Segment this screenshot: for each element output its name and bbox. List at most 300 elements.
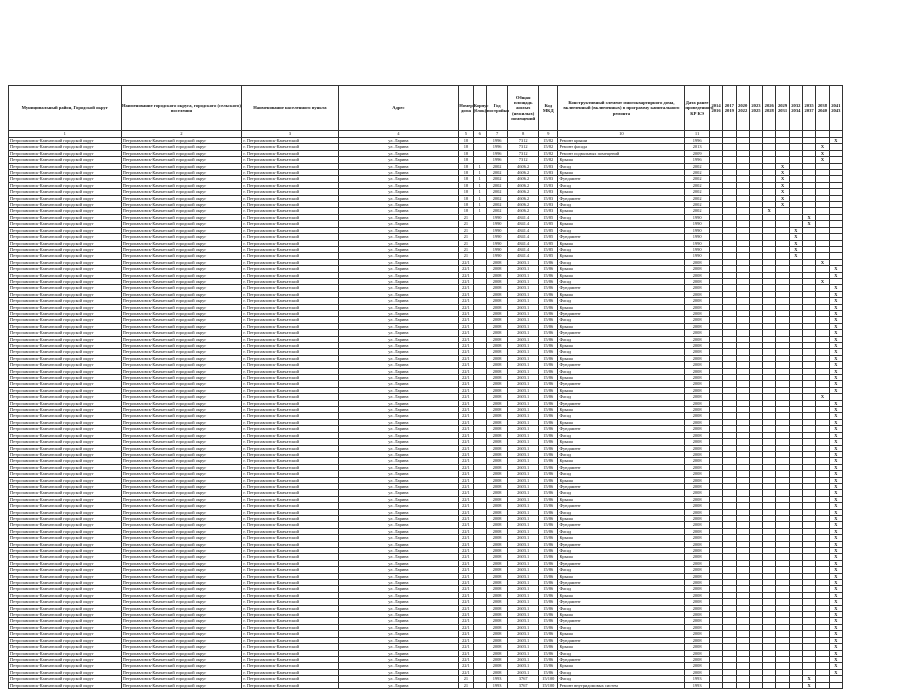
area-cell: 7312 xyxy=(508,157,539,163)
column-header: Общая площадь жилых (нежилых) помещений xyxy=(508,86,539,131)
element-cell: Крыша xyxy=(558,323,685,329)
element-cell: Фундамент xyxy=(558,285,685,291)
element-cell: Фасад xyxy=(558,259,685,265)
period-mark: X xyxy=(789,234,802,240)
year-cell: 2008 xyxy=(486,586,507,592)
area-cell: 2603.1 xyxy=(508,426,539,432)
district-cell: Петропавловск-Камчатский городской округ xyxy=(9,451,122,457)
code-cell: 15/83 xyxy=(539,163,558,169)
district-cell: Петропавловск-Камчатский городской округ xyxy=(9,387,122,393)
element-cell: Крыша xyxy=(558,355,685,361)
area-cell: 2603.1 xyxy=(508,567,539,573)
district-cell: Петропавловск-Камчатский городской округ xyxy=(9,375,122,381)
street-cell: ул. Ларина xyxy=(338,317,459,323)
element-cell: Фундамент xyxy=(558,637,685,643)
element-cell: Фасад xyxy=(558,650,685,656)
prev-repair-cell: 2008 xyxy=(685,637,710,643)
district-cell: Петропавловск-Камчатский городской округ xyxy=(9,483,122,489)
element-cell: Фундамент xyxy=(558,362,685,368)
house-cell: 22/1 xyxy=(459,298,473,304)
year-cell: 2008 xyxy=(486,509,507,515)
element-cell: Фундамент xyxy=(558,330,685,336)
street-cell: ул. Ларина xyxy=(338,368,459,374)
prev-repair-cell: 2008 xyxy=(685,330,710,336)
house-cell: 22/1 xyxy=(459,285,473,291)
column-number xyxy=(709,131,722,138)
district-cell: Петропавловск-Камчатский городской округ xyxy=(9,560,122,566)
house-cell: 22/1 xyxy=(459,458,473,464)
area-cell: 2603.1 xyxy=(508,535,539,541)
period-cell xyxy=(736,682,749,688)
prev-repair-cell: 2008 xyxy=(685,291,710,297)
year-cell: 2002 xyxy=(486,170,507,176)
element-cell: Фундамент xyxy=(558,560,685,566)
street-cell: ул. Ларина xyxy=(338,471,459,477)
locality-cell: г. Петропавловск-Камчатский xyxy=(242,541,338,547)
period-mark: X xyxy=(776,202,789,208)
house-cell: 22/1 xyxy=(459,656,473,662)
street-cell: ул. Ларина xyxy=(338,310,459,316)
area-cell: 4841.4 xyxy=(508,246,539,252)
area-cell: 4606.2 xyxy=(508,202,539,208)
year-cell: 2008 xyxy=(486,490,507,496)
element-cell: Крыша xyxy=(558,663,685,669)
code-cell: 15/82 xyxy=(539,144,558,150)
prev-repair-cell: 2008 xyxy=(685,580,710,586)
settlement-cell: Петропавловск-Камчатский городской округ xyxy=(121,535,242,541)
period-mark: X xyxy=(829,330,842,336)
element-cell: Крыша xyxy=(558,515,685,521)
area-cell: 4841.4 xyxy=(508,240,539,246)
period-mark: X xyxy=(829,355,842,361)
street-cell: ул. Ларина xyxy=(338,381,459,387)
house-cell: 22/1 xyxy=(459,644,473,650)
house-cell: 18 xyxy=(459,138,473,144)
street-cell: ул. Ларина xyxy=(338,202,459,208)
district-cell: Петропавловск-Камчатский городской округ xyxy=(9,304,122,310)
locality-cell: г. Петропавловск-Камчатский xyxy=(242,272,338,278)
area-cell: 2603.1 xyxy=(508,336,539,342)
house-cell: 21 xyxy=(459,214,473,220)
locality-cell: г. Петропавловск-Камчатский xyxy=(242,605,338,611)
street-cell: ул. Ларина xyxy=(338,592,459,598)
locality-cell: г. Петропавловск-Камчатский xyxy=(242,246,338,252)
house-cell: 22/1 xyxy=(459,426,473,432)
column-number: 4 xyxy=(338,131,459,138)
settlement-cell: Петропавловск-Камчатский городской округ xyxy=(121,368,242,374)
district-cell: Петропавловск-Камчатский городской округ xyxy=(9,592,122,598)
district-cell: Петропавловск-Камчатский городской округ xyxy=(9,663,122,669)
settlement-cell: Петропавловск-Камчатский городской округ xyxy=(121,676,242,682)
prev-repair-cell: 2002 xyxy=(685,182,710,188)
area-cell: 7312 xyxy=(508,150,539,156)
district-cell: Петропавловск-Камчатский городской округ xyxy=(9,157,122,163)
code-cell: 15/86 xyxy=(539,439,558,445)
code-cell: 15/85 xyxy=(539,246,558,252)
locality-cell: г. Петропавловск-Камчатский xyxy=(242,202,338,208)
year-cell: 2008 xyxy=(486,343,507,349)
settlement-cell: Петропавловск-Камчатский городской округ xyxy=(121,375,242,381)
locality-cell: г. Петропавловск-Камчатский xyxy=(242,298,338,304)
period-mark: X xyxy=(802,676,815,682)
settlement-cell: Петропавловск-Камчатский городской округ xyxy=(121,221,242,227)
house-cell: 21 xyxy=(459,676,473,682)
area-cell: 2603.1 xyxy=(508,343,539,349)
code-cell: 15/86 xyxy=(539,496,558,502)
area-cell: 4606.2 xyxy=(508,208,539,214)
settlement-cell: Петропавловск-Камчатский городской округ xyxy=(121,682,242,688)
street-cell: ул. Ларина xyxy=(338,285,459,291)
locality-cell: г. Петропавловск-Камчатский xyxy=(242,656,338,662)
year-cell: 2008 xyxy=(486,618,507,624)
house-cell: 22/1 xyxy=(459,266,473,272)
area-cell: 4841.4 xyxy=(508,221,539,227)
street-cell: ул. Ларина xyxy=(338,624,459,630)
code-cell: 15/86 xyxy=(539,554,558,560)
district-cell: Петропавловск-Камчатский городской округ xyxy=(9,310,122,316)
area-cell: 2603.1 xyxy=(508,445,539,451)
element-cell: Фасад xyxy=(558,278,685,284)
locality-cell: г. Петропавловск-Камчатский xyxy=(242,631,338,637)
year-cell: 2008 xyxy=(486,426,507,432)
prev-repair-cell: 2008 xyxy=(685,471,710,477)
area-cell: 2603.1 xyxy=(508,419,539,425)
code-cell: 15/86 xyxy=(539,560,558,566)
district-cell: Петропавловск-Камчатский городской округ xyxy=(9,266,122,272)
element-cell: Крыша xyxy=(558,631,685,637)
locality-cell: г. Петропавловск-Камчатский xyxy=(242,637,338,643)
street-cell: ул. Ларина xyxy=(338,253,459,259)
period-mark: X xyxy=(829,323,842,329)
code-cell: 15/85 xyxy=(539,253,558,259)
period-mark: X xyxy=(829,362,842,368)
area-cell: 2603.1 xyxy=(508,432,539,438)
area-cell: 2603.1 xyxy=(508,387,539,393)
house-cell: 18 xyxy=(459,150,473,156)
period-mark: X xyxy=(829,349,842,355)
period-mark: X xyxy=(829,483,842,489)
period-mark: X xyxy=(776,195,789,201)
house-cell: 22/1 xyxy=(459,419,473,425)
prev-repair-cell: 2008 xyxy=(685,451,710,457)
district-cell: Петропавловск-Камчатский городской округ xyxy=(9,496,122,502)
element-cell: Фасад xyxy=(558,548,685,554)
area-cell: 2603.1 xyxy=(508,304,539,310)
capital-repair-table xyxy=(8,85,843,689)
period-mark: X xyxy=(829,413,842,419)
code-cell: 15/83 xyxy=(539,182,558,188)
district-cell: Петропавловск-Камчатский городской округ xyxy=(9,189,122,195)
district-cell: Петропавловск-Камчатский городской округ xyxy=(9,432,122,438)
column-number: 3 xyxy=(242,131,338,138)
element-cell: Фасад xyxy=(558,567,685,573)
column-header: 2029 2031 xyxy=(776,86,789,131)
district-cell: Петропавловск-Камчатский городской округ xyxy=(9,426,122,432)
period-mark: X xyxy=(829,407,842,413)
code-cell: 15/85 xyxy=(539,221,558,227)
column-number: 9 xyxy=(539,131,558,138)
code-cell: 15/86 xyxy=(539,432,558,438)
element-cell: Крыша xyxy=(558,304,685,310)
district-cell: Петропавловск-Камчатский городской округ xyxy=(9,349,122,355)
prev-repair-cell: 2008 xyxy=(685,477,710,483)
house-cell: 18 xyxy=(459,189,473,195)
year-cell: 2008 xyxy=(486,554,507,560)
code-cell: 15/86 xyxy=(539,400,558,406)
area-cell: 2603.1 xyxy=(508,503,539,509)
korpus-cell: 1 xyxy=(473,208,486,214)
year-cell: 2002 xyxy=(486,182,507,188)
street-cell: ул. Ларина xyxy=(338,637,459,643)
street-cell: ул. Ларина xyxy=(338,182,459,188)
year-cell: 2008 xyxy=(486,567,507,573)
area-cell: 3767 xyxy=(508,682,539,688)
prev-repair-cell: 2008 xyxy=(685,439,710,445)
street-cell: ул. Ларина xyxy=(338,573,459,579)
area-cell: 2603.1 xyxy=(508,310,539,316)
prev-repair-cell: 2008 xyxy=(685,317,710,323)
house-cell: 22/1 xyxy=(459,259,473,265)
settlement-cell: Петропавловск-Камчатский городской округ xyxy=(121,349,242,355)
prev-repair-cell: 2008 xyxy=(685,343,710,349)
settlement-cell: Петропавловск-Камчатский городской округ xyxy=(121,355,242,361)
year-cell: 2008 xyxy=(486,541,507,547)
code-cell: 15/86 xyxy=(539,580,558,586)
locality-cell: г. Петропавловск-Камчатский xyxy=(242,291,338,297)
code-cell: 15/86 xyxy=(539,599,558,605)
street-cell: ул. Ларина xyxy=(338,676,459,682)
district-cell: Петропавловск-Камчатский городской округ xyxy=(9,637,122,643)
locality-cell: г. Петропавловск-Камчатский xyxy=(242,451,338,457)
prev-repair-cell: 2008 xyxy=(685,336,710,342)
period-mark: X xyxy=(829,541,842,547)
settlement-cell: Петропавловск-Камчатский городской округ xyxy=(121,189,242,195)
settlement-cell: Петропавловск-Камчатский городской округ xyxy=(121,253,242,259)
element-cell: Фасад xyxy=(558,605,685,611)
street-cell: ул. Ларина xyxy=(338,496,459,502)
settlement-cell: Петропавловск-Камчатский городской округ xyxy=(121,234,242,240)
street-cell: ул. Ларина xyxy=(338,246,459,252)
code-cell: 15/86 xyxy=(539,323,558,329)
period-mark: X xyxy=(829,560,842,566)
column-header: 2020 2022 xyxy=(736,86,749,131)
code-cell: 15/86 xyxy=(539,355,558,361)
settlement-cell: Петропавловск-Камчатский городской округ xyxy=(121,285,242,291)
prev-repair-cell: 2008 xyxy=(685,272,710,278)
year-cell: 2008 xyxy=(486,304,507,310)
element-cell: Крыша xyxy=(558,375,685,381)
house-cell: 22/1 xyxy=(459,554,473,560)
area-cell: 2603.1 xyxy=(508,573,539,579)
period-mark: X xyxy=(829,458,842,464)
street-cell: ул. Ларина xyxy=(338,458,459,464)
period-mark: X xyxy=(789,253,802,259)
settlement-cell: Петропавловск-Камчатский городской округ xyxy=(121,266,242,272)
element-cell: Фасад xyxy=(558,182,685,188)
element-cell: Ремонт фасада xyxy=(558,144,685,150)
house-cell: 22/1 xyxy=(459,439,473,445)
settlement-cell: Петропавловск-Камчатский городской округ xyxy=(121,528,242,534)
element-cell: Ремонт внутридомовых систем xyxy=(558,682,685,688)
street-cell: ул. Ларина xyxy=(338,259,459,265)
settlement-cell: Петропавловск-Камчатский городской округ xyxy=(121,336,242,342)
settlement-cell: Петропавловск-Камчатский городской округ xyxy=(121,605,242,611)
code-cell: 15/86 xyxy=(539,541,558,547)
column-number: 5 xyxy=(459,131,473,138)
code-cell: 15/86 xyxy=(539,272,558,278)
year-cell: 2008 xyxy=(486,637,507,643)
settlement-cell: Петропавловск-Камчатский городской округ xyxy=(121,227,242,233)
prev-repair-cell: 1990 xyxy=(685,227,710,233)
settlement-cell: Петропавловск-Камчатский городской округ xyxy=(121,304,242,310)
column-number-row xyxy=(9,131,843,138)
district-cell: Петропавловск-Камчатский городской округ xyxy=(9,170,122,176)
period-mark: X xyxy=(829,663,842,669)
code-cell: 15/83 xyxy=(539,170,558,176)
district-cell: Петропавловск-Камчатский городской округ xyxy=(9,355,122,361)
locality-cell: г. Петропавловск-Камчатский xyxy=(242,464,338,470)
street-cell: ул. Ларина xyxy=(338,189,459,195)
period-mark: X xyxy=(829,535,842,541)
prev-repair-cell: 2008 xyxy=(685,368,710,374)
house-cell: 18 xyxy=(459,182,473,188)
district-cell: Петропавловск-Камчатский городской округ xyxy=(9,317,122,323)
locality-cell: г. Петропавловск-Камчатский xyxy=(242,439,338,445)
column-number: 10 xyxy=(558,131,685,138)
settlement-cell: Петропавловск-Камчатский городской округ xyxy=(121,541,242,547)
house-cell: 18 xyxy=(459,144,473,150)
element-cell: Фасад xyxy=(558,490,685,496)
period-mark: X xyxy=(776,163,789,169)
street-cell: ул. Ларина xyxy=(338,413,459,419)
area-cell: 2603.1 xyxy=(508,355,539,361)
period-mark: X xyxy=(829,471,842,477)
area-cell: 2603.1 xyxy=(508,612,539,618)
house-cell: 22/1 xyxy=(459,272,473,278)
prev-repair-cell: 2008 xyxy=(685,503,710,509)
element-cell: Фундамент xyxy=(558,580,685,586)
element-cell: Фундамент xyxy=(558,445,685,451)
district-cell: Петропавловск-Камчатский городской округ xyxy=(9,278,122,284)
code-cell: 15/86 xyxy=(539,483,558,489)
code-cell: 15/86 xyxy=(539,349,558,355)
korpus-cell: 1 xyxy=(473,182,486,188)
locality-cell: г. Петропавловск-Камчатский xyxy=(242,413,338,419)
code-cell: 15/85 xyxy=(539,214,558,220)
locality-cell: г. Петропавловск-Камчатский xyxy=(242,624,338,630)
locality-cell: г. Петропавловск-Камчатский xyxy=(242,676,338,682)
code-cell: 15/86 xyxy=(539,381,558,387)
column-number: 2 xyxy=(121,131,242,138)
settlement-cell: Петропавловск-Камчатский городской округ xyxy=(121,471,242,477)
settlement-cell: Петропавловск-Камчатский городской округ xyxy=(121,586,242,592)
area-cell: 2603.1 xyxy=(508,272,539,278)
year-cell: 2008 xyxy=(486,419,507,425)
element-cell: Крыша xyxy=(558,419,685,425)
program-table-sheet xyxy=(8,85,843,689)
period-mark: X xyxy=(829,400,842,406)
settlement-cell: Петропавловск-Камчатский городской округ xyxy=(121,548,242,554)
period-mark: X xyxy=(816,157,829,163)
code-cell: 15/83 xyxy=(539,202,558,208)
house-cell: 22/1 xyxy=(459,490,473,496)
column-number xyxy=(802,131,815,138)
area-cell: 2603.1 xyxy=(508,656,539,662)
district-cell: Петропавловск-Камчатский городской округ xyxy=(9,528,122,534)
year-cell: 2008 xyxy=(486,592,507,598)
house-cell: 22/1 xyxy=(459,381,473,387)
element-cell: Крыша xyxy=(558,477,685,483)
year-cell: 1996 xyxy=(486,138,507,144)
element-cell: Крыша xyxy=(558,240,685,246)
settlement-cell: Петропавловск-Камчатский городской округ xyxy=(121,592,242,598)
street-cell: ул. Ларина xyxy=(338,195,459,201)
year-cell: 2002 xyxy=(486,176,507,182)
area-cell: 2603.1 xyxy=(508,400,539,406)
year-cell: 2008 xyxy=(486,432,507,438)
street-cell: ул. Ларина xyxy=(338,580,459,586)
district-cell: Петропавловск-Камчатский городской округ xyxy=(9,298,122,304)
street-cell: ул. Ларина xyxy=(338,432,459,438)
settlement-cell: Петропавловск-Камчатский городской округ xyxy=(121,650,242,656)
prev-repair-cell: 2002 xyxy=(685,202,710,208)
locality-cell: г. Петропавловск-Камчатский xyxy=(242,580,338,586)
year-cell: 2008 xyxy=(486,663,507,669)
street-cell: ул. Ларина xyxy=(338,541,459,547)
code-cell: 15/86 xyxy=(539,618,558,624)
column-number: 8 xyxy=(508,131,539,138)
house-cell: 22/1 xyxy=(459,407,473,413)
house-cell: 22/1 xyxy=(459,605,473,611)
settlement-cell: Петропавловск-Камчатский городской округ xyxy=(121,560,242,566)
year-cell: 2008 xyxy=(486,451,507,457)
house-cell: 18 xyxy=(459,202,473,208)
korpus-cell: 1 xyxy=(473,202,486,208)
settlement-cell: Петропавловск-Камчатский городской округ xyxy=(121,272,242,278)
house-cell: 22/1 xyxy=(459,278,473,284)
prev-repair-cell: 2008 xyxy=(685,554,710,560)
locality-cell: г. Петропавловск-Камчатский xyxy=(242,362,338,368)
code-cell: 15/83 xyxy=(539,176,558,182)
element-cell: Фасад xyxy=(558,202,685,208)
year-cell: 2008 xyxy=(486,439,507,445)
street-cell: ул. Ларина xyxy=(338,170,459,176)
year-cell: 2008 xyxy=(486,458,507,464)
year-cell: 2008 xyxy=(486,624,507,630)
settlement-cell: Петропавловск-Камчатский городской округ xyxy=(121,182,242,188)
column-header: 2032 2034 xyxy=(789,86,802,131)
column-number xyxy=(829,131,842,138)
district-cell: Петропавловск-Камчатский городской округ xyxy=(9,368,122,374)
street-cell: ул. Ларина xyxy=(338,612,459,618)
element-cell: Крыша xyxy=(558,554,685,560)
code-cell: 15/86 xyxy=(539,310,558,316)
area-cell: 2603.1 xyxy=(508,323,539,329)
column-header: Адрес xyxy=(338,86,459,131)
year-cell: 1993 xyxy=(486,676,507,682)
house-cell: 18 xyxy=(459,157,473,163)
prev-repair-cell: 1993 xyxy=(685,676,710,682)
element-cell: Фасад xyxy=(558,471,685,477)
house-cell: 22/1 xyxy=(459,509,473,515)
locality-cell: г. Петропавловск-Камчатский xyxy=(242,599,338,605)
street-cell: ул. Ларина xyxy=(338,176,459,182)
locality-cell: г. Петропавловск-Камчатский xyxy=(242,387,338,393)
settlement-cell: Петропавловск-Камчатский городской округ xyxy=(121,195,242,201)
settlement-cell: Петропавловск-Камчатский городской округ xyxy=(121,310,242,316)
element-cell: Фундамент xyxy=(558,234,685,240)
district-cell: Петропавловск-Камчатский городской округ xyxy=(9,541,122,547)
